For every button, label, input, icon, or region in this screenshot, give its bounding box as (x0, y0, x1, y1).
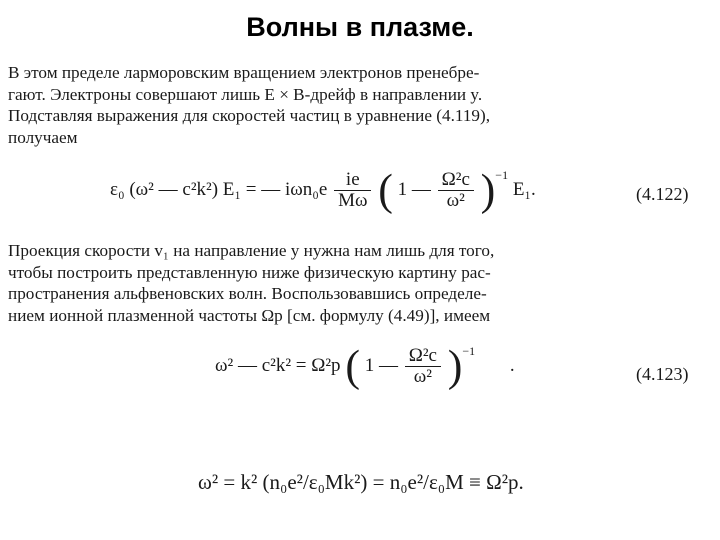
eq1-inner-numerator: Ω²c (438, 170, 474, 191)
equation-number-4-122: (4.122) (636, 184, 689, 204)
equation-number-4-123: (4.123) (636, 364, 689, 384)
eq1-power: −1 (495, 168, 509, 182)
equation-alfven-dispersion: ω² = k² (n₀e²/ε₀Mk²) = n₀e²/ε₀M ≡ Ω²p. (198, 470, 524, 494)
paragraph-1-line-3: Подставляя выражения для скоростей частиц в уравнение (4.119), (8, 106, 491, 125)
eq2-inner-left: 1 — (364, 355, 398, 376)
eq1-right-paren: ) (480, 165, 496, 215)
equation-4-122 (110, 165, 536, 215)
slide-title: Волны в плазме. (246, 12, 474, 42)
eq2-inner-numerator: Ω²c (405, 346, 441, 367)
eq1-left-paren: ( (378, 165, 393, 215)
eq1-fraction-denominator: Mω (338, 190, 368, 212)
eq1-lhs: ε₀ (ω² — c²k²) E₁ = — iωn₀e (110, 179, 328, 200)
paragraph-2-line-4: нием ионной плазменной частоты Ωp [см. формулу (4.49)], имеем (8, 305, 491, 325)
paragraph-2-line-1: Проекция скорости v₁ на направление y нужна нам лишь для того, (8, 241, 495, 260)
eq2-left-paren: ( (345, 341, 360, 391)
eq2-lhs: ω² — c²k² = Ω²p (215, 355, 341, 376)
eq1-inner-left: 1 — (397, 179, 431, 200)
paragraph-1-line-1: В этом пределе лармoровским вращением электронов пренебре- (8, 63, 480, 82)
eq2-power: −1 (462, 344, 476, 358)
paragraph-2-line-2: чтобы построить представленную ниже физическую картину рас- (8, 262, 491, 282)
equation-4-123 (215, 341, 515, 391)
paragraph-2-line-3: пространения альфвеновских волн. Воспользовавшись определе- (8, 284, 487, 303)
eq1-rhs: E₁. (512, 179, 536, 200)
eq2-right-paren: ) (447, 341, 463, 391)
eq1-fraction (334, 170, 371, 211)
eq1-inner-denominator: ω² (446, 190, 465, 212)
paragraph-2 (8, 240, 712, 326)
paragraph-1 (8, 62, 712, 148)
paragraph-1-line-2: гают. Электроны совершают лишь E × B-дрейф в направлении y. (8, 84, 483, 104)
eq2-rhs: . (509, 355, 515, 376)
paragraph-1-line-4: получаем (8, 127, 78, 147)
eq2-inner-fraction (405, 346, 441, 387)
eq2-inner-denominator: ω² (413, 366, 432, 388)
eq1-inner-fraction (438, 170, 474, 211)
eq1-fraction-numerator: ie (334, 170, 371, 191)
